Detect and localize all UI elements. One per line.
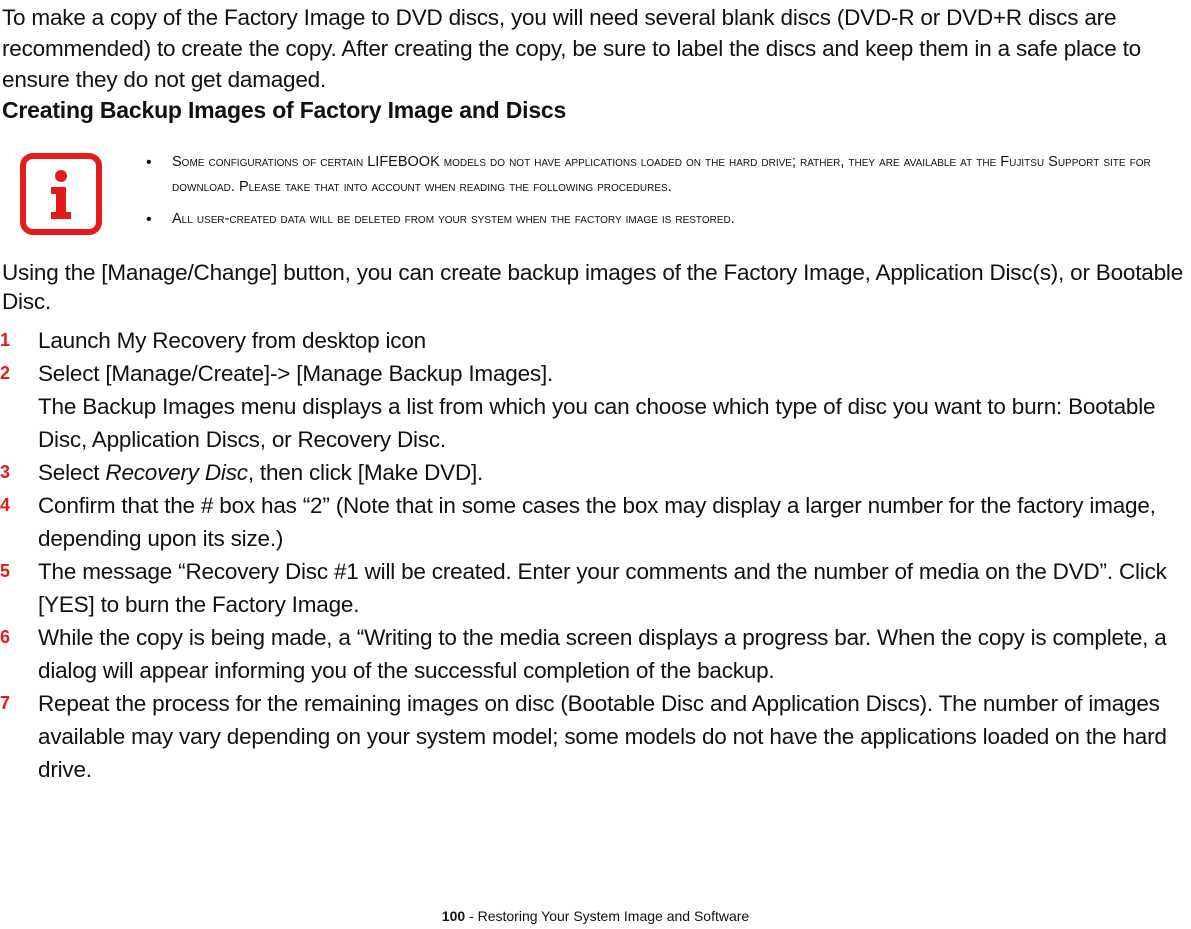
step-number: 2 (0, 363, 10, 383)
note-text: All user-created data will be deleted from your system when the factory image is restored. (172, 211, 735, 227)
note-item (146, 150, 1186, 200)
intro-text: To make a copy of the Factory Image to DVD discs, you will need several blank discs (DVD-R or DVD+R discs are recommended) to create the copy. After creating the copy, be sure to label the discs and keep them in a safe place to ensure they do not get damaged. (2, 5, 1141, 92)
step-number: 5 (0, 561, 10, 581)
step-number: 6 (0, 627, 10, 647)
page-number: 100 (441, 908, 466, 924)
page-footer (0, 906, 1191, 926)
step-item (0, 357, 1191, 456)
step-text: Select [Manage/Create]-> [Manage Backup Images]. (38, 361, 554, 386)
step-item (0, 687, 1191, 786)
section-heading: Creating Backup Images of Factory Image and Discs (2, 97, 567, 123)
notes-list (146, 150, 1186, 239)
step-text: Repeat the process for the remaining images on disc (Bootable Disc and Application Discs). The number of images available may vary depending on your system model; some models do not have the applications loaded on the hard drive. (38, 691, 1167, 782)
bullet-icon: • (146, 154, 152, 171)
step-item (0, 489, 1191, 555)
step-text-before: Select (38, 460, 106, 485)
steps-list (0, 324, 1191, 786)
step-subtext: The Backup Images menu displays a list from which you can choose which type of disc you want to burn: Bootable Disc, Application Discs, or Recovery Disc. (38, 394, 1156, 452)
note-item (146, 207, 1186, 232)
step-text: The message “Recovery Disc #1 will be created. Enter your comments and the number of media on the DVD”. Click [YES] to burn the Factory Image. (38, 559, 1167, 617)
step-text-after: , then click [Make DVD]. (247, 460, 484, 485)
info-icon (20, 153, 102, 235)
step-number: 4 (0, 495, 10, 515)
step-item (0, 324, 1191, 357)
step-number: 3 (0, 462, 10, 482)
step-item (0, 555, 1191, 621)
note-text: Some configurations of certain LIFEBOOK models do not have applications loaded on the hard drive; rather, they are available at the Fujitsu Support site for download. Please take that into account when reading the following procedures. (172, 154, 1151, 195)
bullet-icon: • (146, 211, 152, 228)
footer-title: - Restoring Your System Image and Software (465, 908, 750, 924)
step-number: 7 (0, 693, 10, 713)
step-text-italic: Recovery Disc (105, 460, 248, 485)
step-text: Launch My Recovery from desktop icon (38, 328, 426, 353)
step-text: While the copy is being made, a “Writing to the media screen displays a progress bar. When the copy is complete, a dialog will appear informing you of the successful completion of the backup. (38, 625, 1167, 683)
step-number: 1 (0, 330, 10, 350)
step-text: Confirm that the # box has “2” (Note that in some cases the box may display a larger number for the factory image, depending upon its size.) (38, 493, 1156, 551)
intro-paragraph: Using the [Manage/Change] button, you can create backup images of the Factory Image, Application Disc(s), or Bootable Disc. (2, 260, 1184, 314)
step-item (0, 456, 1191, 489)
step-item (0, 621, 1191, 687)
